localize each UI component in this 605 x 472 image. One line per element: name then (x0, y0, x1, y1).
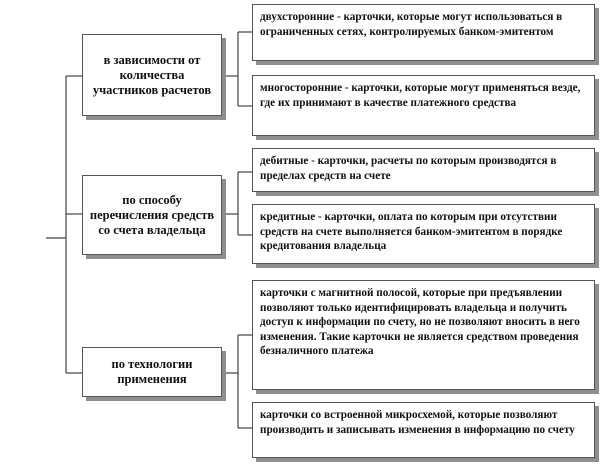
category-box-technology (82, 347, 222, 397)
category-label: по способу перечисления средств со счета владельца (89, 192, 215, 237)
description-box-chip (252, 402, 595, 458)
description-box-credit (252, 204, 595, 264)
category-label: по технологии применения (111, 357, 193, 386)
description-text: кредитные - карточки, оплата по которым при отсутствии средств на счете выполняется банком-эмитентом в порядке кредитования владельца (260, 211, 563, 252)
description-text: карточки с магнитной полосой, которые при предъявлении позволяют только идентифицировать владельца и получить доступ к информации по счету, но не позволяют вносить в него изменения. Такие карточки не является средством проведения безналичного платежа (260, 287, 580, 357)
description-box-multilateral (252, 75, 595, 136)
description-box-magnetic-stripe (252, 280, 595, 390)
description-text: многосторонние - карточки, которые могут применяться везде, где их принимают в качестве платежного средства (260, 82, 581, 109)
category-label: в зависимости от количества участников расчетов (92, 52, 212, 97)
description-text: двухсторонние - карточки, которые могут использоваться в ограниченных сетях, контролируемых банком-эмитентом (260, 11, 563, 38)
description-text: дебитные - карточки, расчеты по которым производятся в пределах средств на счете (260, 155, 557, 182)
description-box-debit (252, 148, 595, 192)
category-box-transfer-method (82, 175, 222, 255)
category-box-participants (82, 34, 222, 116)
description-text: карточки со встроенной микросхемой, которые позволяют производить и записывать изменения в информацию по счету (260, 409, 575, 436)
description-box-bilateral (252, 4, 595, 61)
